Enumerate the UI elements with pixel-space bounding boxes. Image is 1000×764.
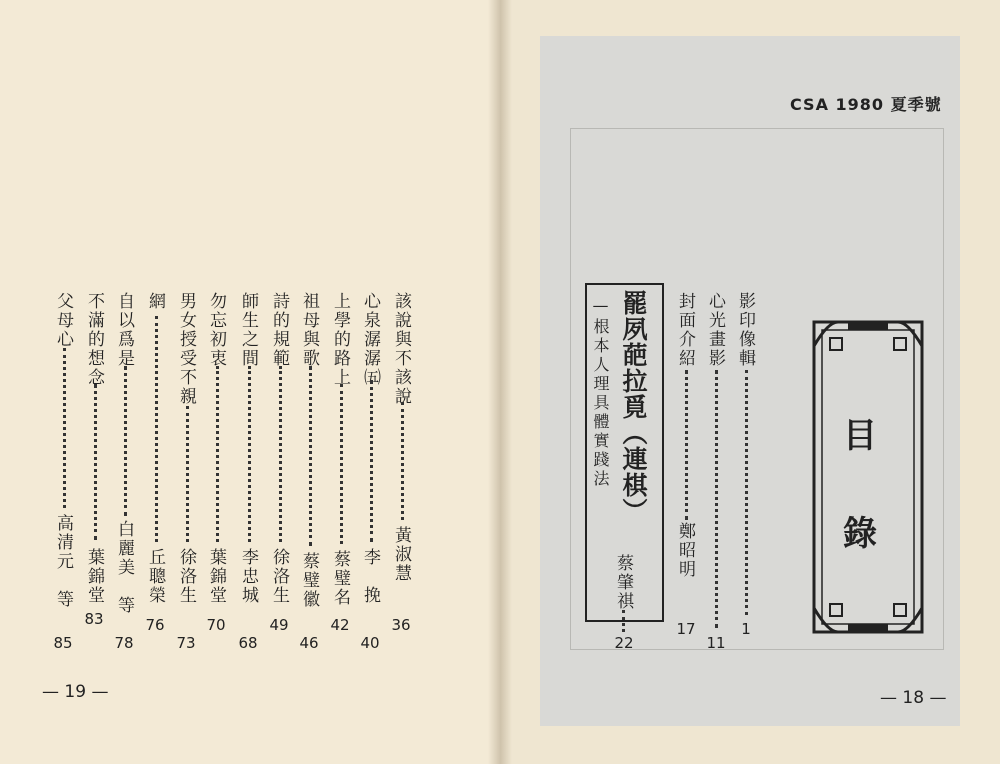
title-char-lu: 錄	[843, 514, 877, 554]
toc-entry-page: 73	[176, 634, 196, 652]
toc-entry-title: 心光畫影	[705, 292, 725, 368]
toc-entry-page: 83	[84, 610, 104, 628]
leader-dots	[340, 384, 343, 544]
leader-dots	[401, 402, 404, 520]
leader-dots	[309, 366, 312, 546]
leader-dots	[155, 316, 158, 542]
toc-entry-title: 影印像輯	[735, 292, 755, 368]
leader-dots	[279, 366, 282, 542]
toc-entry-page: 1	[741, 620, 751, 638]
toc-entry-author: 白麗美 等	[114, 520, 134, 615]
page-folio-left: — 19 —	[42, 682, 109, 702]
feature-subtitle: —根本人理具體實踐法	[591, 296, 610, 489]
magazine-header: CSA 1980 夏季號	[790, 95, 942, 114]
toc-entry-title: 自以爲是	[114, 292, 134, 368]
leader-dots	[715, 370, 718, 628]
toc-entry-title: 封面介紹	[675, 292, 695, 368]
toc-entry-title: 該說與不該說	[391, 292, 411, 406]
toc-entry-author: 蔡璧名	[330, 550, 350, 607]
toc-entry-page: 70	[206, 616, 226, 634]
toc-entry-page: 36	[391, 616, 411, 634]
toc-entry-title: 詩的規範	[269, 292, 289, 368]
toc-entry-author: 徐洛生	[269, 548, 289, 605]
title-char-mu: 目	[843, 416, 877, 456]
feature-page: 22	[614, 634, 634, 652]
toc-entry-page: 76	[145, 616, 165, 634]
toc-entry-author: 鄭昭明	[675, 522, 695, 579]
toc-entry-title: 勿忘初衷	[206, 292, 226, 368]
title-ornament-frame	[808, 316, 928, 638]
toc-entry-author: 徐洛生	[176, 548, 196, 605]
toc-entry-page: 68	[238, 634, 258, 652]
toc-entry-author: 李 挽	[360, 548, 380, 605]
toc-entry-author: 丘聰榮	[145, 548, 165, 605]
toc-entry-page: 78	[114, 634, 134, 652]
toc-entry-page: 40	[360, 634, 380, 652]
leader-dots	[124, 366, 127, 516]
toc-entry-author: 蔡璧徽	[299, 552, 319, 609]
feature-title: 罷夙葩拉覓（連棋）	[619, 290, 648, 524]
book-gutter	[488, 0, 512, 764]
leader-dots	[370, 380, 373, 542]
toc-entry-author: 葉錦堂	[206, 548, 226, 605]
toc-entry-title: 師生之間	[238, 292, 258, 368]
toc-entry-page: 85	[53, 634, 73, 652]
page-folio-right: — 18 —	[880, 688, 947, 708]
toc-entry-page: 17	[676, 620, 696, 638]
leader-dots	[63, 348, 66, 508]
toc-entry-title: 上學的路上	[330, 292, 350, 387]
toc-entry-author: 葉錦堂	[84, 548, 104, 605]
leader-dots	[186, 406, 189, 542]
toc-entry-page: 42	[330, 616, 350, 634]
toc-entry-page: 11	[706, 634, 726, 652]
toc-entry-title: 不滿的想念	[84, 292, 104, 387]
leader-dots	[745, 370, 748, 615]
toc-entry-title: 祖母與歌	[299, 292, 319, 368]
leader-dots	[622, 610, 625, 632]
toc-entry-author: 高清元 等	[53, 514, 73, 609]
toc-entry-title: 網	[145, 292, 165, 311]
leader-dots	[216, 366, 219, 542]
toc-entry-author: 黃淑慧	[391, 526, 411, 583]
toc-entry-title: 男女授受不親	[176, 292, 196, 406]
toc-entry-page: 49	[269, 616, 289, 634]
feature-author: 蔡肇祺	[613, 554, 633, 611]
toc-entry-page: 46	[299, 634, 319, 652]
toc-entry-title: 心泉潺潺㈤	[360, 292, 380, 387]
toc-entry-author: 李忠城	[238, 548, 258, 605]
leader-dots	[248, 366, 251, 542]
leader-dots	[685, 370, 688, 520]
toc-entry-title: 父母心	[53, 292, 73, 349]
leader-dots	[94, 384, 97, 540]
